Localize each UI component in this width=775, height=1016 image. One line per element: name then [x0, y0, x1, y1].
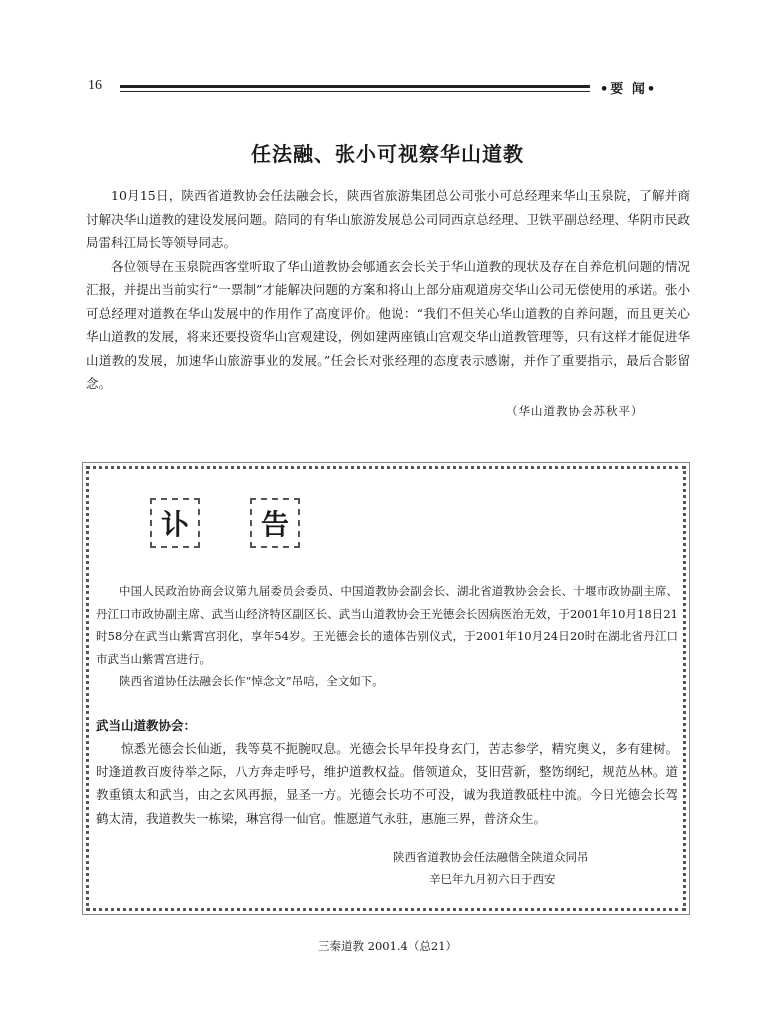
page-footer: 三秦道教 2001.4（总21） — [317, 939, 458, 953]
article-body — [86, 184, 690, 396]
obituary-title-char-1: 讣 — [150, 498, 200, 548]
obituary-body — [96, 580, 678, 693]
article-byline: （华山道教协会苏秋平） — [506, 404, 644, 418]
eulogy-text: 惊悉光德会长仙逝，我等莫不扼腕叹息。光德会长早年投身玄门，苦志参学，精究奥义，多有建树。时逢道教百废待举之际，八方奔走呼号，维护道教权益。偕领道众，芟旧营新，整饬纲纪，规范丛林。道教重镇太和武当，由之玄风再振，显圣一方。光德会长功不可没，诚为我道教砥柱中流。今日光德会长驾鹤太清，我道教失一栋梁，琳宫得一仙官。惟愿道气永驻，惠施三界，普济众生。 — [96, 741, 678, 826]
signoff-sender: 陕西省道教协会任法融偕全陕道众同吊 — [393, 850, 589, 864]
obituary-paragraph-1: 中国人民政治协商会议第九届委员会委员、中国道教协会副会长、湖北省道教协会会长、十堰市政协副主席、丹江口市政协副主席、武当山经济特区副区长、武当山道教协会王光德会长因病医治无效，于2001年10月18日21时58分在武当山紫霄宫羽化，享年54岁。王光德会长的遗体告别仪式，于2001年10月24日20时在湖北省丹江口市武当山紫霄宫进行。 — [96, 584, 678, 666]
article-title: 任法融、张小可视察华山道教 — [251, 142, 524, 166]
section-label: •要 闻• — [600, 82, 658, 97]
eulogy-signoff — [393, 846, 589, 890]
signoff-date: 辛巳年九月初六日于西安 — [429, 872, 556, 886]
page-header — [88, 78, 688, 100]
header-rule-thin — [120, 91, 590, 92]
header-rule-thick — [120, 85, 590, 88]
article-paragraph-2: 各位领导在玉泉院西客堂听取了华山道教协会郇通玄会长关于华山道教的现状及存在自养危机问题的情况汇报，并提出当前实行“一票制”才能解决问题的方案和将山上部分庙观道房交华山公司无偿使用的承诺。张小可总经理对道教在华山发展中的作用作了高度评价。他说：“我们不但关心华山道教的自养问题，而且更关心华山道教的发展，将来还要投资华山宫观建设，例如建两座镇山宫观交华山道教管理等，只有这样才能促进华山道教的发展，加速华山旅游事业的发展。”任会长对张经理的态度表示感谢，并作了重要指示，最后合影留念。 — [86, 258, 690, 391]
obituary-paragraph-2: 陕西省道协任法融会长作“悼念文”吊唁，全文如下。 — [119, 674, 384, 688]
eulogy-heading: 武当山道教协会： — [96, 718, 197, 733]
page-number: 16 — [88, 78, 102, 93]
article-paragraph-1: 10月15日，陕西省道教协会任法融会长，陕西省旅游集团总公司张小可总经理来华山玉泉院，了解并商讨解决华山道教的建设发展问题。陪同的有华山旅游发展总公司同西京总经理、卫铁平副总经理、华阴市民政局雷科江局长等领导同志。 — [86, 188, 690, 250]
obituary-title-char-2: 告 — [250, 498, 300, 548]
